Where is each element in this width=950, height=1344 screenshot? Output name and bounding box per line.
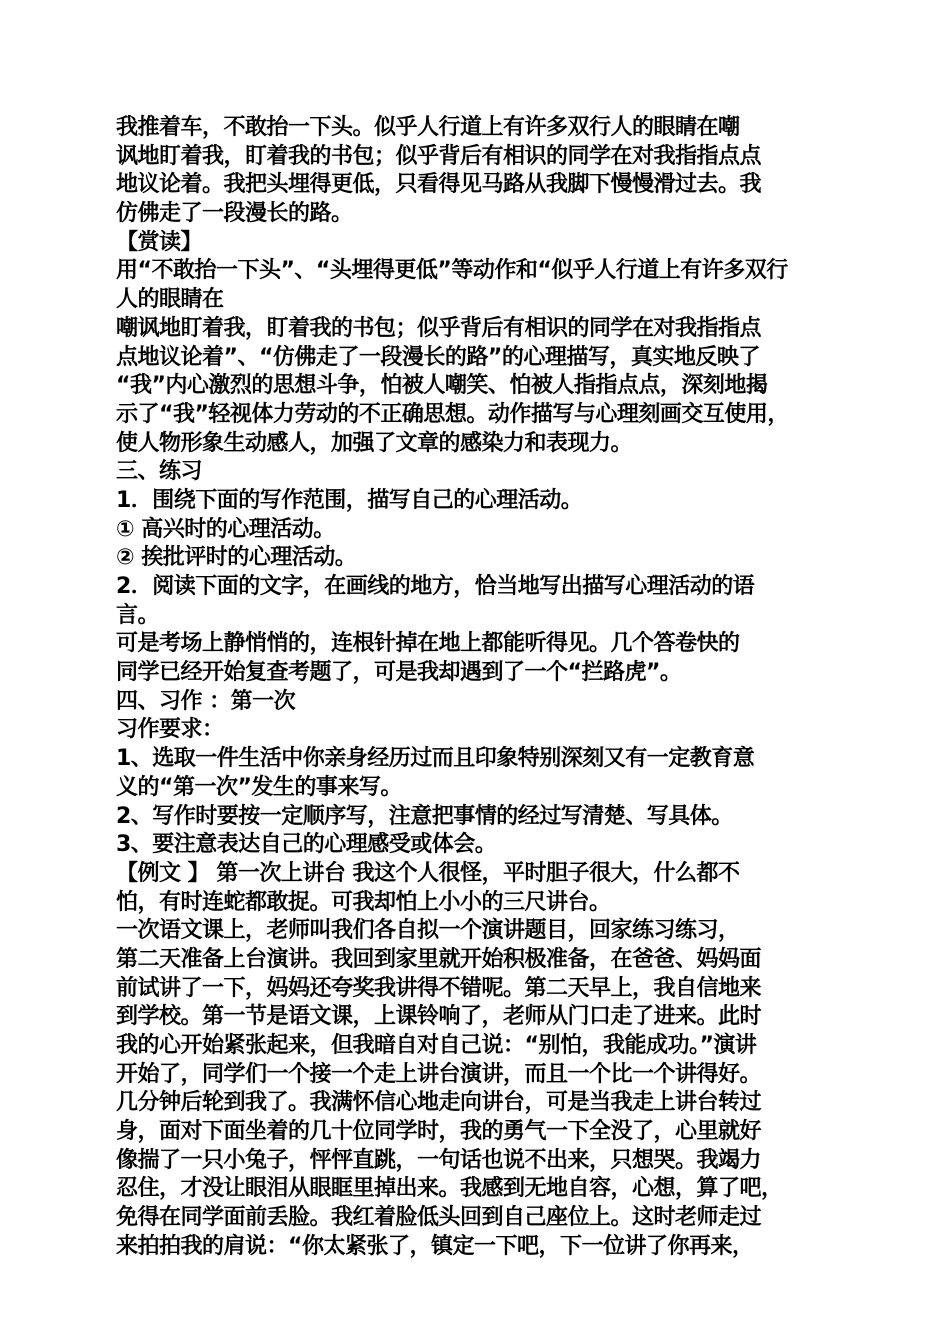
text-line: 讽地盯着我，盯着我的书包；似乎背后有相识的同学在对我指指点点	[116, 143, 762, 169]
text-line: 可是考场上静悄悄的，连根针掉在地上都能听得见。几个答卷快的	[116, 631, 740, 657]
exercise-subitem: ① 高兴时的心理活动。	[116, 516, 335, 542]
text-line: 使人物形象生动感人，加强了文章的感染力和表现力。	[116, 430, 633, 456]
text-line: 前试讲了一下，妈妈还夸奖我讲得不错呢。第二天早上，我自信地来	[116, 975, 762, 1001]
text-line: 人的眼睛在	[116, 287, 224, 313]
text-line: 义的“第一次”发生的事来写。	[116, 774, 402, 800]
exercise-item: 1．围绕下面的写作范围，描写自己的心理活动。	[116, 487, 583, 513]
text-line: 来拍拍我的肩说：“你太紧张了，镇定一下吧，下一位讲了你再来，	[116, 1233, 754, 1259]
text-line: 地议论着。我把头埋得更低，只看得见马路从我脚下慢慢滑过去。我	[116, 172, 762, 198]
section-heading: 三、练习	[116, 459, 203, 485]
text-line: 一次语文课上，老师叫我们各自拟一个演讲题目，回家练习练习，	[116, 918, 740, 944]
text-line: 我推着车，不敢抬一下头。似乎人行道上有许多双行人的眼睛在嘲	[116, 115, 740, 140]
example-heading: 【例文 】 第一次上讲台 我这个人很怪，平时胆子很大，什么都不	[116, 860, 740, 886]
exercise-subitem: ② 挨批评时的心理活动。	[116, 545, 357, 571]
section-heading: 四、习作 ：第一次	[116, 688, 296, 714]
text-line: 我的心开始紧张起来，但我暗自对自己说：“别怕，我能成功。”演讲	[116, 1033, 757, 1058]
text-line: 忍住，才没让眼泪从眼眶里掉出来。我感到无地自容，心想，算了吧，	[116, 1176, 783, 1202]
text-line: 身，面对下面坐着的几十位同学时，我的勇气一下全没了，心里就好	[116, 1119, 762, 1145]
exercise-item: 2．阅读下面的文字，在画线的地方，恰当地写出描写心理活动的语	[116, 574, 755, 599]
text-line: 示了“我”轻视体力劳动的不正确思想。动作描写与心理刻画交互使用，	[116, 401, 789, 427]
requirement-item: 3、要注意表达自己的心理感受或体会。	[116, 832, 497, 858]
text-line: “我”内心激烈的思想斗争，怕被人嘲笑、怕被人指指点点，深刻地揭	[116, 373, 768, 399]
text-line: 开始了，同学们一个接一个走上讲台演讲，而且一个比一个讲得好。	[116, 1061, 762, 1087]
text-line: 免得在同学面前丢脸。我红着脸低头回到自己座位上。这时老师走过	[116, 1205, 762, 1231]
requirements-heading: 习作要求：	[116, 717, 224, 743]
text-line: 怕，有时连蛇都敢捉。可我却怕上小小的三尺讲台。	[116, 889, 611, 915]
requirement-item: 1、选取一件生活中你亲身经历过而且印象特别深刻又有一定教育意	[116, 746, 755, 772]
text-line: 几分钟后轮到我了。我满怀信心地走向讲台，可是当我走上讲台转过	[116, 1090, 762, 1116]
document-page	[116, 114, 846, 1262]
text-line: 点地议论着”、“仿佛走了一段漫长的路”的心理描写，真实地反映了	[116, 344, 760, 370]
text-line: 同学已经开始复查考题了，可是我却遇到了一个“拦路虎”。	[116, 660, 682, 686]
text-line: 用“不敢抬一下头”、“头埋得更低”等动作和“似乎人行道上有许多双行	[116, 258, 788, 284]
section-heading: 【赏读】	[116, 229, 203, 255]
text-line: 到学校。第一节是语文课，上课铃响了，老师从门口走了进来。此时	[116, 1004, 762, 1030]
text-line: 嘲讽地盯着我，盯着我的书包；似乎背后有相识的同学在对我指指点	[116, 315, 762, 341]
text-line: 像揣了一只小兔子，怦怦直跳，一句话也说不出来，只想哭。我竭力	[116, 1147, 762, 1173]
text-line: 仿佛走了一段漫长的路。	[116, 201, 353, 227]
text-line: 第二天准备上台演讲。我回到家里就开始积极准备，在爸爸、妈妈面	[116, 946, 762, 972]
text-line: 言。	[116, 602, 160, 628]
requirement-item: 2、写作时要按一定顺序写，注意把事情的经过写清楚、写具体。	[116, 803, 733, 829]
